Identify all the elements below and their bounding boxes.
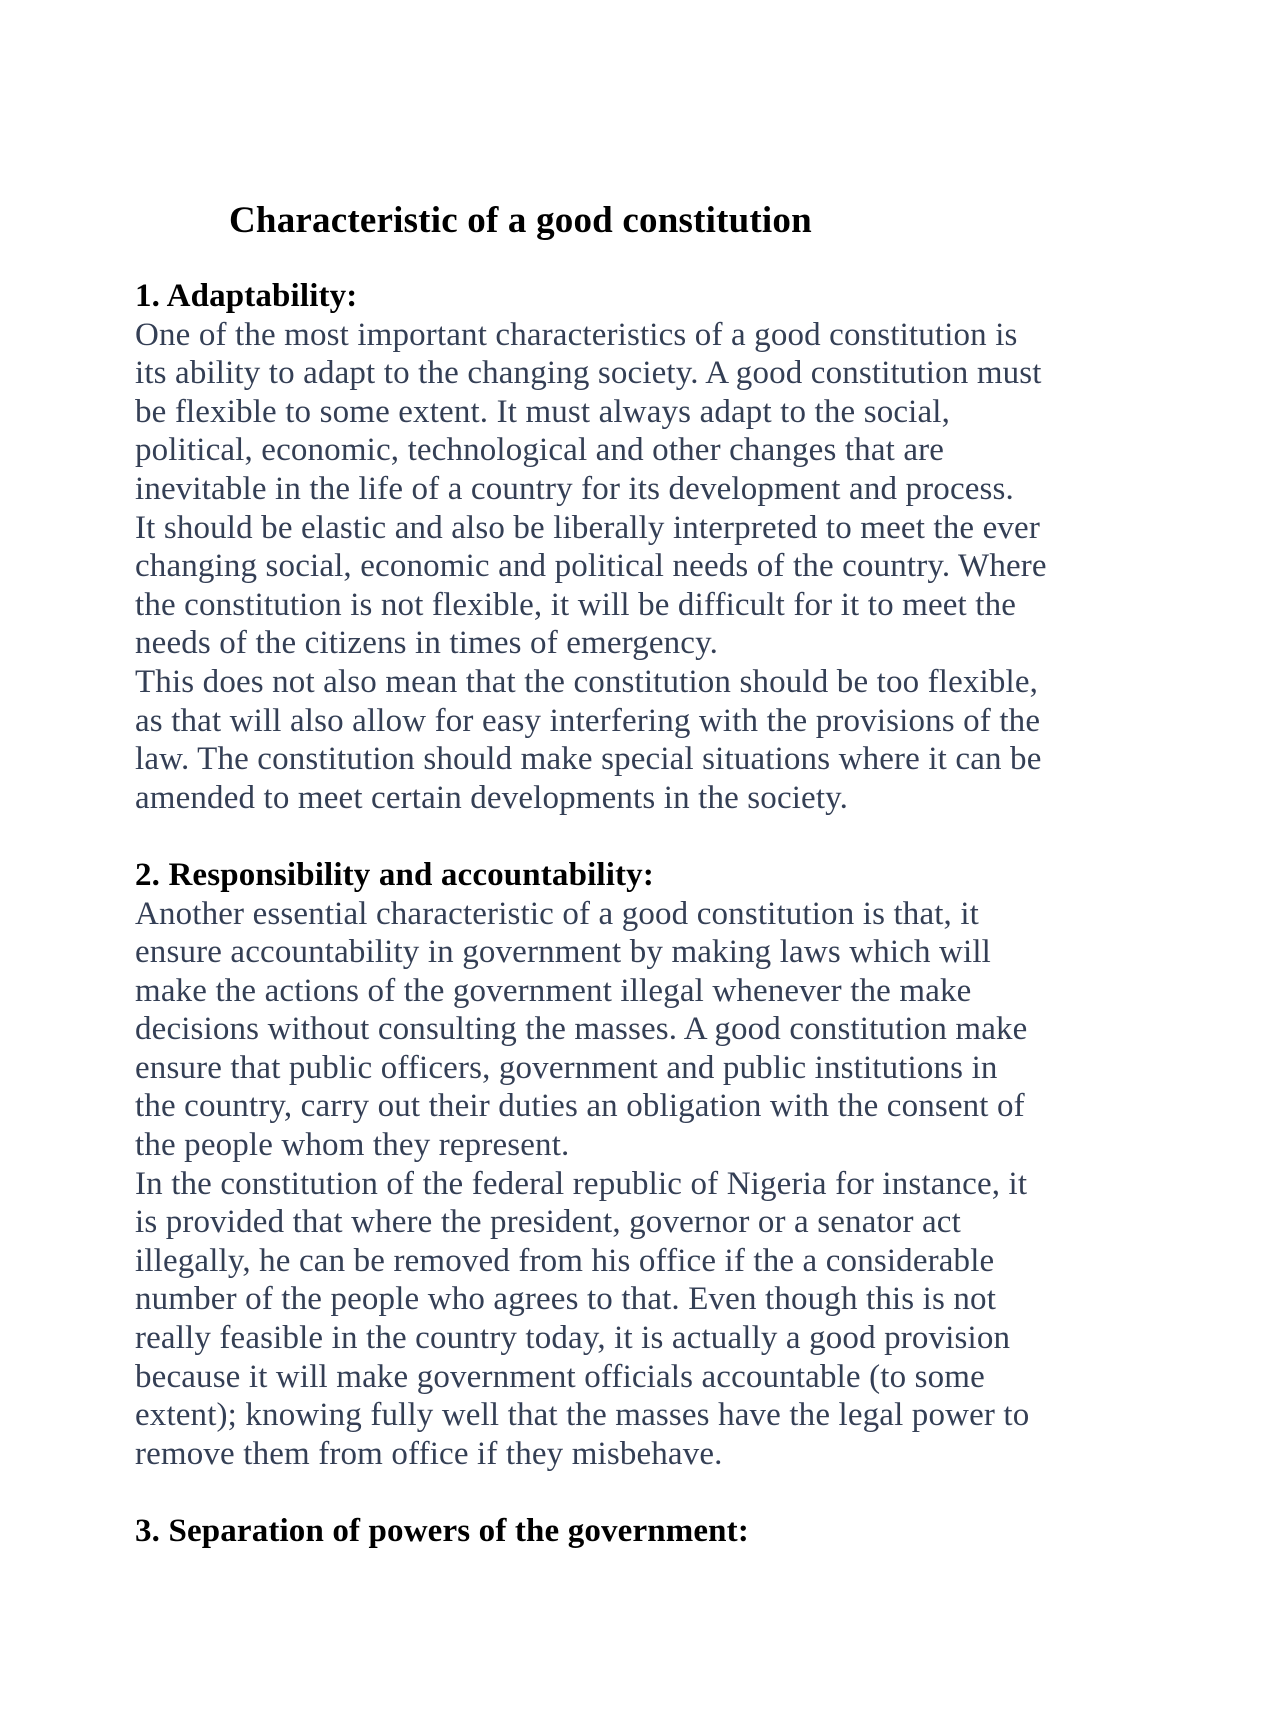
paragraph-line: its ability to adapt to the changing society. A good constitution must bbox=[135, 355, 1042, 392]
paragraph-line: decisions without consulting the masses. A good constitution make bbox=[135, 1011, 1028, 1048]
paragraph-line: Another essential characteristic of a good constitution is that, it bbox=[135, 895, 979, 932]
section-heading: 2. Responsibility and accountability: bbox=[135, 856, 654, 893]
section-1 bbox=[135, 277, 1255, 817]
paragraph-line: One of the most important characteristics of a good constitution is bbox=[135, 316, 1018, 353]
paragraph-line: as that will also allow for easy interfering with the provisions of the bbox=[135, 702, 1041, 739]
section-spacer bbox=[135, 817, 1255, 856]
paragraph-line: law. The constitution should make special situations where it can be bbox=[135, 741, 1042, 778]
paragraph-line: remove them from office if they misbehave. bbox=[135, 1435, 723, 1472]
paragraph-line: is provided that where the president, governor or a senator act bbox=[135, 1204, 961, 1241]
paragraph-line: the people whom they represent. bbox=[135, 1127, 570, 1164]
section-heading: 1. Adaptability: bbox=[135, 278, 358, 314]
document-body bbox=[135, 277, 1255, 1551]
paragraph-line: because it will make government officials accountable (to some bbox=[135, 1358, 985, 1395]
paragraph-line: ensure that public officers, government and public institutions in bbox=[135, 1049, 998, 1086]
paragraph-line: needs of the citizens in times of emergency. bbox=[135, 625, 718, 662]
paragraph-line: inevitable in the life of a country for its development and process. bbox=[135, 470, 1014, 507]
paragraph-line: In the constitution of the federal republic of Nigeria for instance, it bbox=[135, 1165, 1028, 1202]
paragraph-line: be flexible to some extent. It must always adapt to the social, bbox=[135, 393, 950, 430]
paragraph-line: It should be elastic and also be liberally interpreted to meet the ever bbox=[135, 509, 1040, 546]
paragraph-line: amended to meet certain developments in the society. bbox=[135, 779, 849, 816]
paragraph-line: really feasible in the country today, it is actually a good provision bbox=[135, 1320, 1011, 1357]
paragraph-line: number of the people who agrees to that. Even though this is not bbox=[135, 1281, 997, 1318]
section-spacer bbox=[135, 1473, 1255, 1512]
section-2 bbox=[135, 856, 1255, 1474]
section-heading: 3. Separation of powers of the government: bbox=[135, 1513, 749, 1549]
paragraph-line: political, economic, technological and other changes that are bbox=[135, 432, 945, 469]
paragraph-line: This does not also mean that the constitution should be too flexible, bbox=[135, 663, 1039, 700]
paragraph-line: the country, carry out their duties an obligation with the consent of bbox=[135, 1088, 1025, 1125]
paragraph-line: illegally, he can be removed from his office if the a considerable bbox=[135, 1242, 995, 1279]
paragraph-line: ensure accountability in government by making laws which will bbox=[135, 934, 991, 971]
document-title: Characteristic of a good constitution bbox=[229, 200, 812, 241]
paragraph-line: make the actions of the government illegal whenever the make bbox=[135, 972, 972, 1009]
section-3 bbox=[135, 1512, 1255, 1551]
paragraph-line: extent); knowing fully well that the masses have the legal power to bbox=[135, 1397, 1030, 1434]
paragraph-line: the constitution is not flexible, it will be difficult for it to meet the bbox=[135, 586, 1017, 623]
paragraph-line: changing social, economic and political needs of the country. Where bbox=[135, 548, 1047, 585]
